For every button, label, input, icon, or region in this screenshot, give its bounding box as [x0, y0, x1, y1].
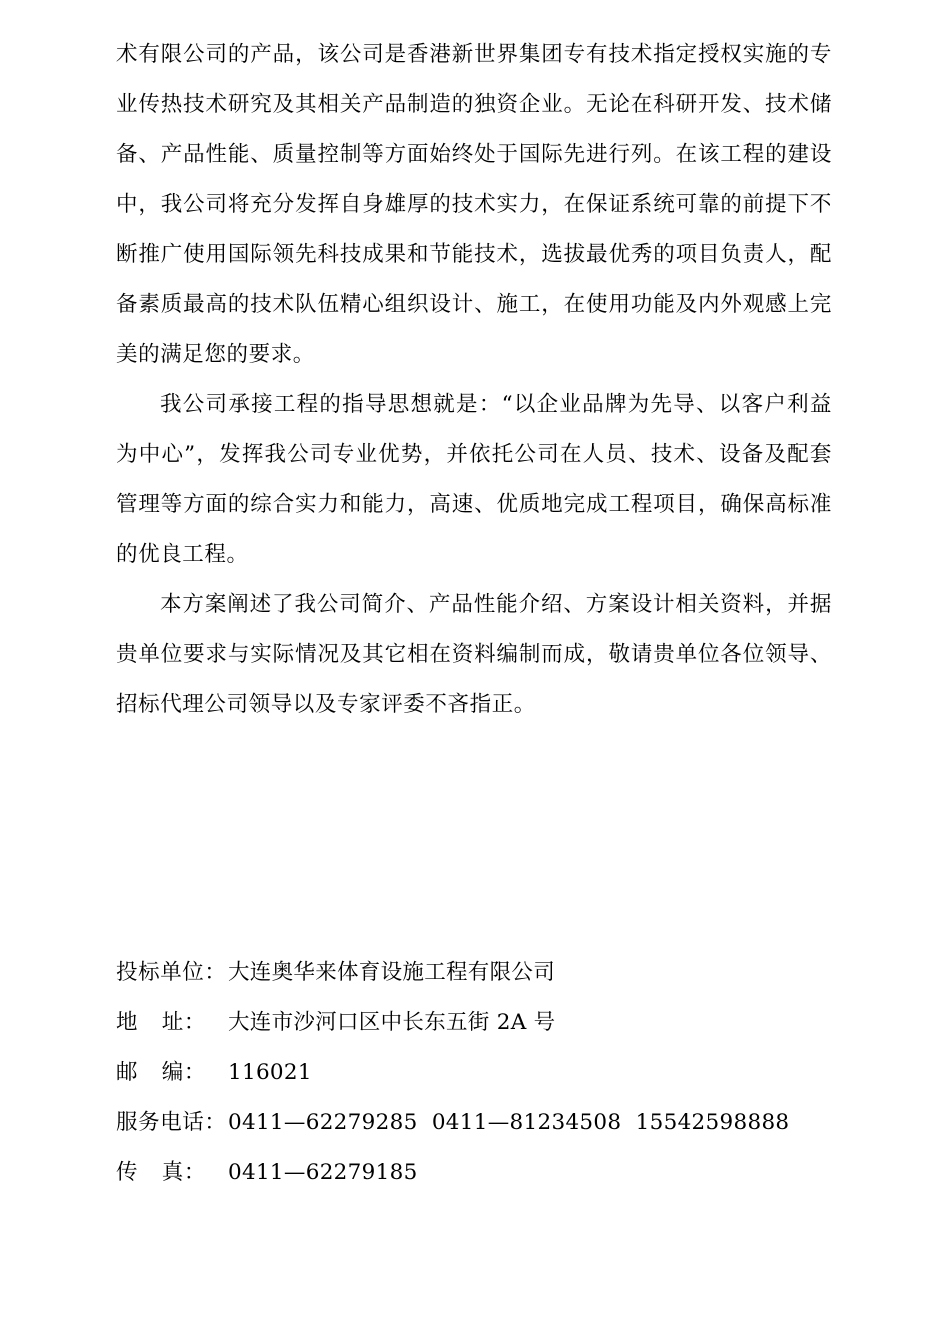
paragraph-guiding-principle: 我公司承接工程的指导思想就是：“以企业品牌为先导、以客户利益为中心”，发挥我公司专业优势，并依托公司在人员、技术、设备及配套管理等方面的综合实力和能力，高速、优质地完成工程项目，确保高标准的优良工程。	[116, 392, 832, 567]
phone-label: 服务电话：	[116, 1110, 227, 1135]
postcode-label	[116, 1048, 206, 1098]
fax-label	[116, 1148, 206, 1198]
contact-row-bidder	[116, 948, 876, 998]
postcode-value: 116021	[228, 1060, 312, 1085]
contact-row-fax	[116, 1148, 876, 1198]
bidder-label: 投标单位：	[116, 960, 227, 985]
fax-value: 0411—62279185	[228, 1160, 418, 1185]
document-body	[116, 30, 832, 730]
contact-block	[116, 948, 876, 1198]
paragraph-proposal-summary: 本方案阐述了我公司简介、产品性能介绍、方案设计相关资料，并据贵单位要求与实际情况及其它相在资料编制而成，敬请贵单位各位领导、招标代理公司领导以及专家评委不吝指正。	[116, 592, 832, 717]
address-label	[116, 998, 206, 1048]
contact-row-postcode	[116, 1048, 876, 1098]
contact-row-phone	[116, 1098, 876, 1148]
bidder-value: 大连奥华来体育设施工程有限公司	[228, 960, 556, 985]
paragraph-company-intro: 术有限公司的产品，该公司是香港新世界集团专有技术指定授权实施的专业传热技术研究及其相关产品制造的独资企业。无论在科研开发、技术储备、产品性能、质量控制等方面始终处于国际先进行列。在该工程的建设中，我公司将充分发挥自身雄厚的技术实力，在保证系统可靠的前提下不断推广使用国际领先科技成果和节能技术，选拔最优秀的项目负责人，配备素质最高的技术队伍精心组织设计、施工，在使用功能及内外观感上完美的满足您的要求。	[116, 42, 832, 367]
address-value: 大连市沙河口区中长东五街 2A 号	[228, 1010, 556, 1035]
postcode-label-first: 邮	[116, 1060, 139, 1085]
phone-value: 0411—62279285 0411—81234508 15542598888	[228, 1110, 790, 1135]
fax-label-first: 传	[116, 1160, 139, 1185]
address-label-second: 址：	[161, 1010, 206, 1035]
fax-label-second: 真：	[161, 1160, 206, 1185]
postcode-label-second: 编：	[161, 1060, 206, 1085]
address-label-first: 地	[116, 1010, 139, 1035]
contact-row-address	[116, 998, 876, 1048]
